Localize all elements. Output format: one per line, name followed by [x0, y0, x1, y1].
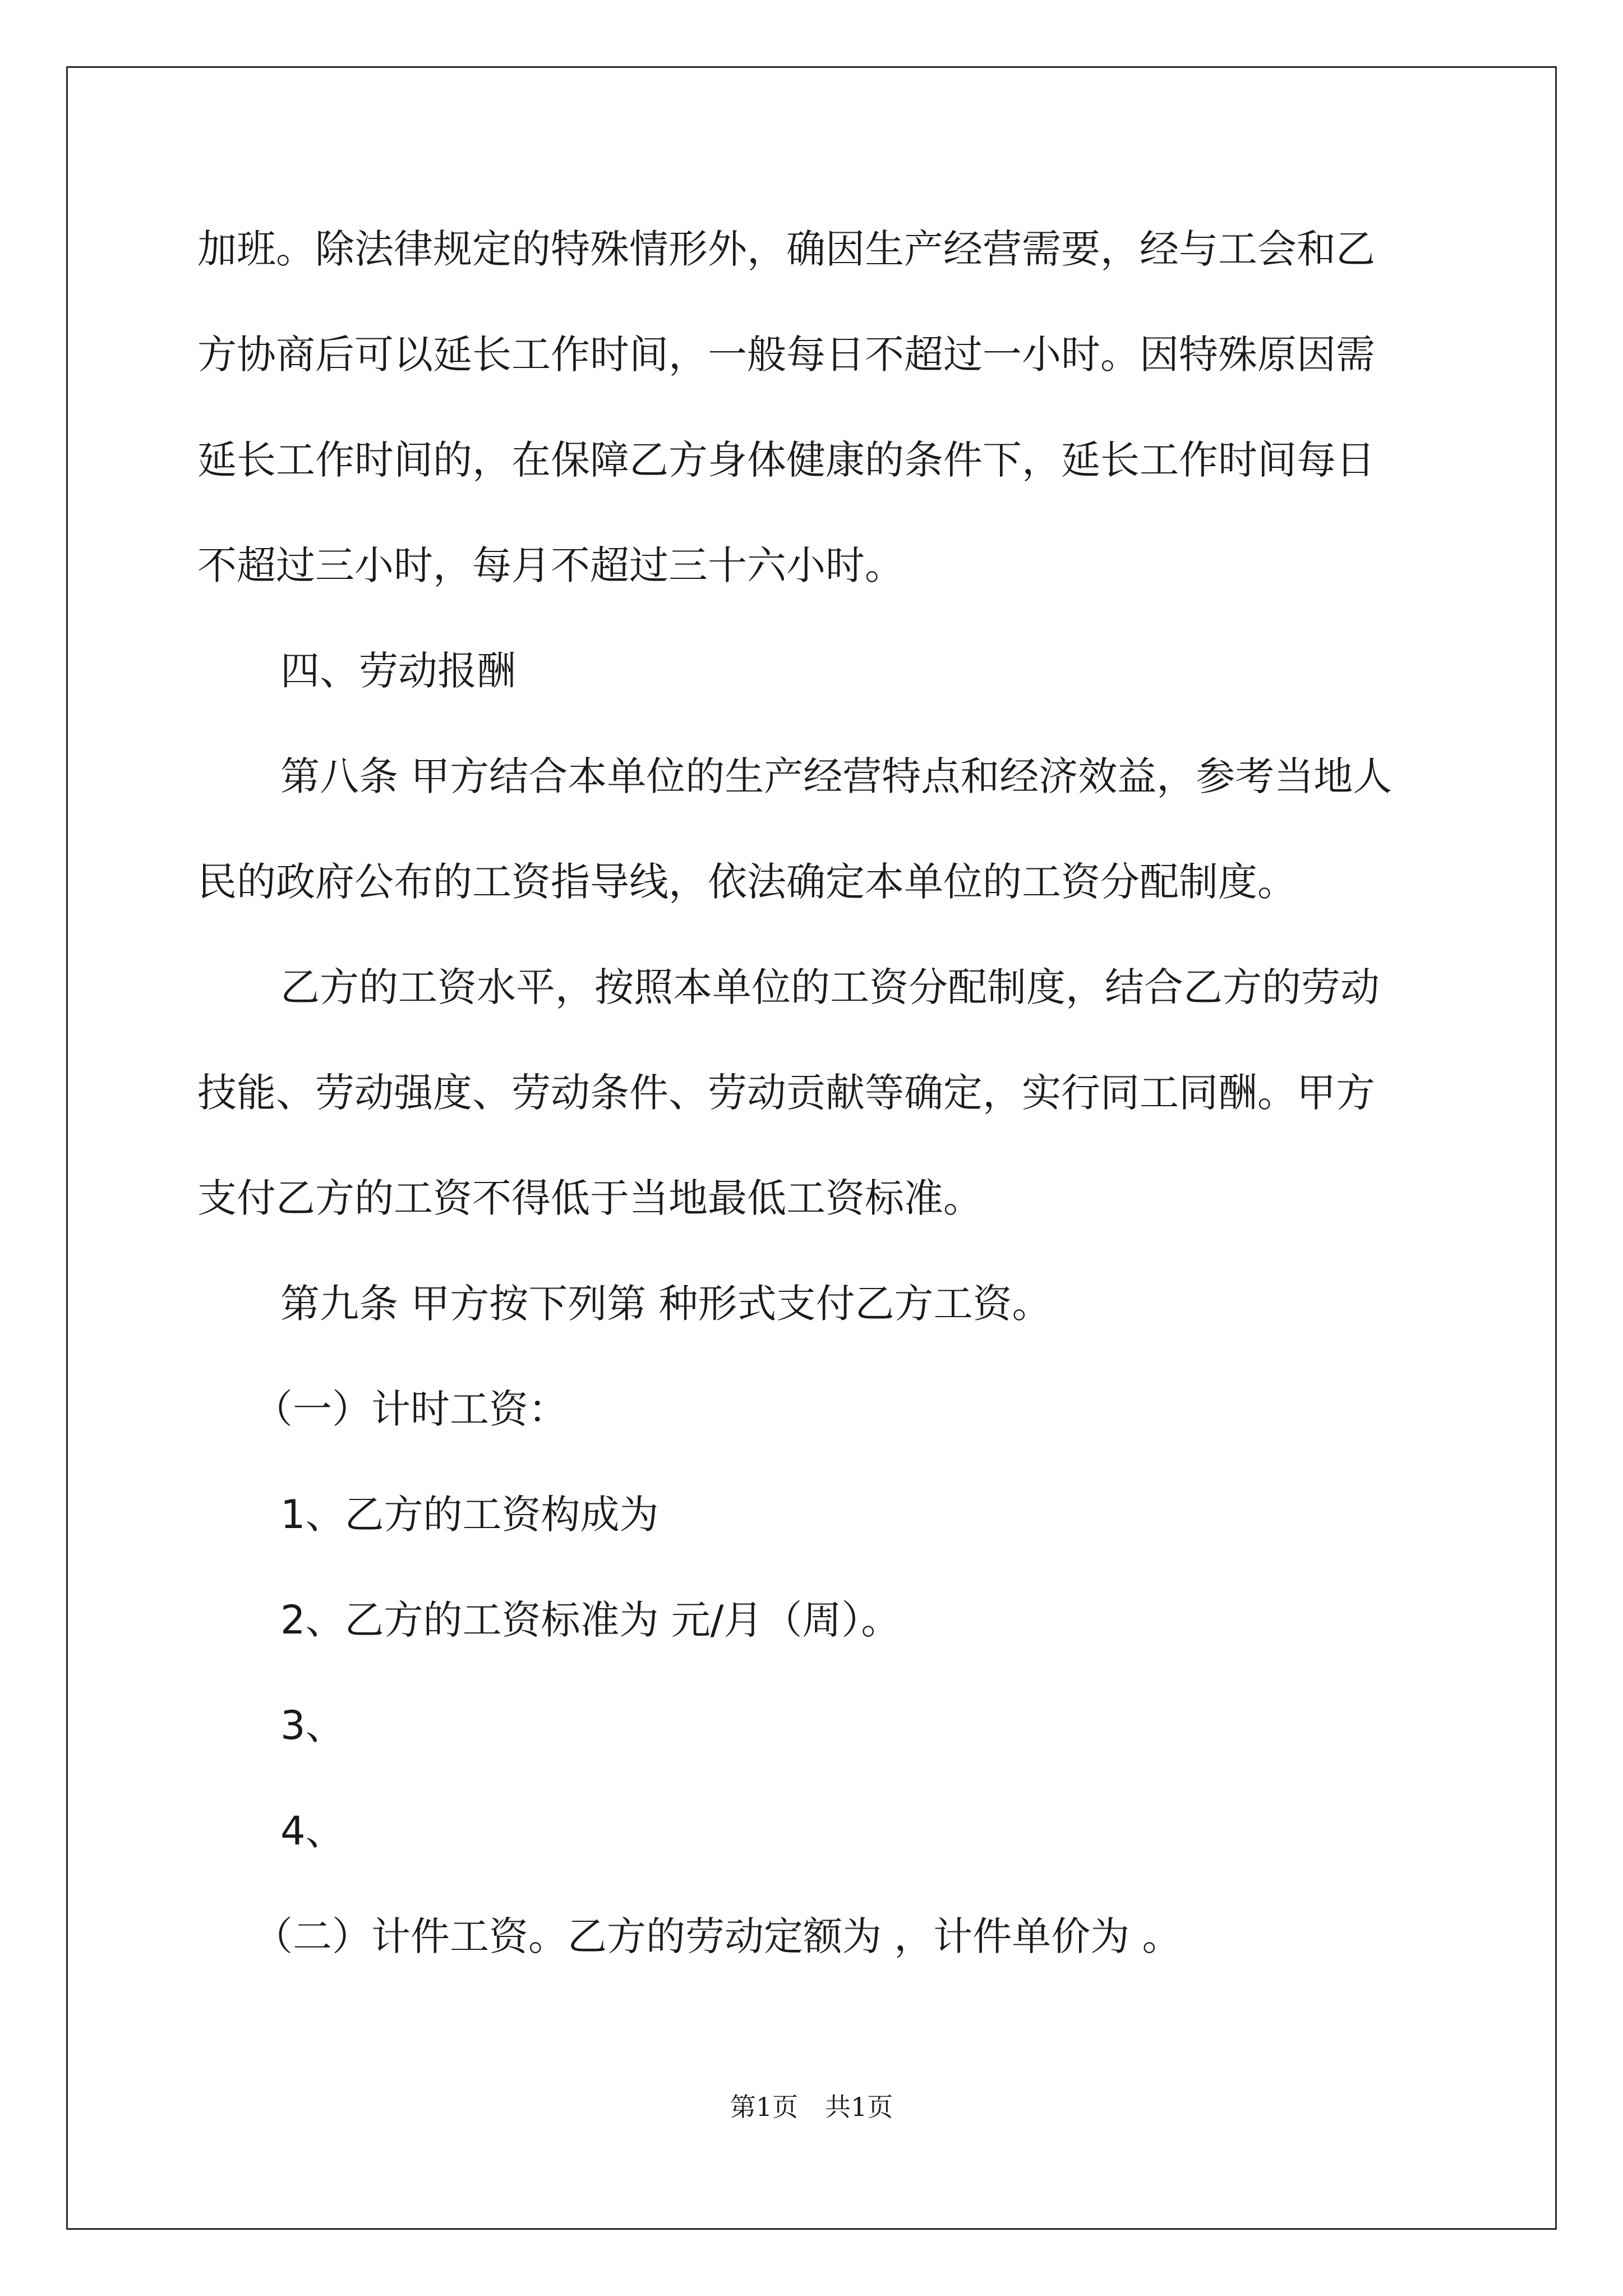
- text-line: （一）计时工资：: [253, 1386, 568, 1432]
- text-line: 延长工作时间的，在保障乙方身体健康的条件下，延长工作时间每日: [197, 437, 1375, 483]
- section-heading: 四、劳动报酬: [280, 648, 516, 694]
- text-line: 第九条 甲方按下列第 种形式支付乙方工资。: [280, 1281, 1052, 1327]
- page-total: 共1页: [825, 2092, 893, 2122]
- text-line: 方协商后可以延长工作时间，一般每日不超过一小时。因特殊原因需: [197, 332, 1375, 378]
- document-body: [197, 196, 1431, 1989]
- list-item: 1、乙方的工资构成为: [280, 1492, 659, 1538]
- text-line: 民的政府公布的工资指导线，依法确定本单位的工资分配制度。: [197, 859, 1297, 905]
- page-footer: [0, 2087, 1623, 2124]
- text-line: （二）计件工资。乙方的劳动定额为 ，计件单价为 。: [253, 1913, 1182, 1959]
- page-number: 第1页: [730, 2092, 798, 2122]
- text-line: 第八条 甲方结合本单位的生产经营特点和经济效益，参考当地人: [280, 753, 1393, 799]
- list-item: 2、乙方的工资标准为 元/月（周）。: [280, 1597, 901, 1643]
- list-item: 3、: [280, 1703, 345, 1749]
- text-line: 不超过三小时，每月不超过三十六小时。: [197, 542, 904, 588]
- text-line: 技能、劳动强度、劳动条件、劳动贡献等确定，实行同工同酬。甲方: [197, 1070, 1375, 1116]
- text-line: 乙方的工资水平，按照本单位的工资分配制度，结合乙方的劳动: [280, 964, 1380, 1010]
- list-item: 4、: [280, 1808, 345, 1854]
- text-line: 支付乙方的工资不得低于当地最低工资标准。: [197, 1175, 983, 1221]
- text-line: 加班。除法律规定的特殊情形外，确因生产经营需要，经与工会和乙: [197, 226, 1375, 272]
